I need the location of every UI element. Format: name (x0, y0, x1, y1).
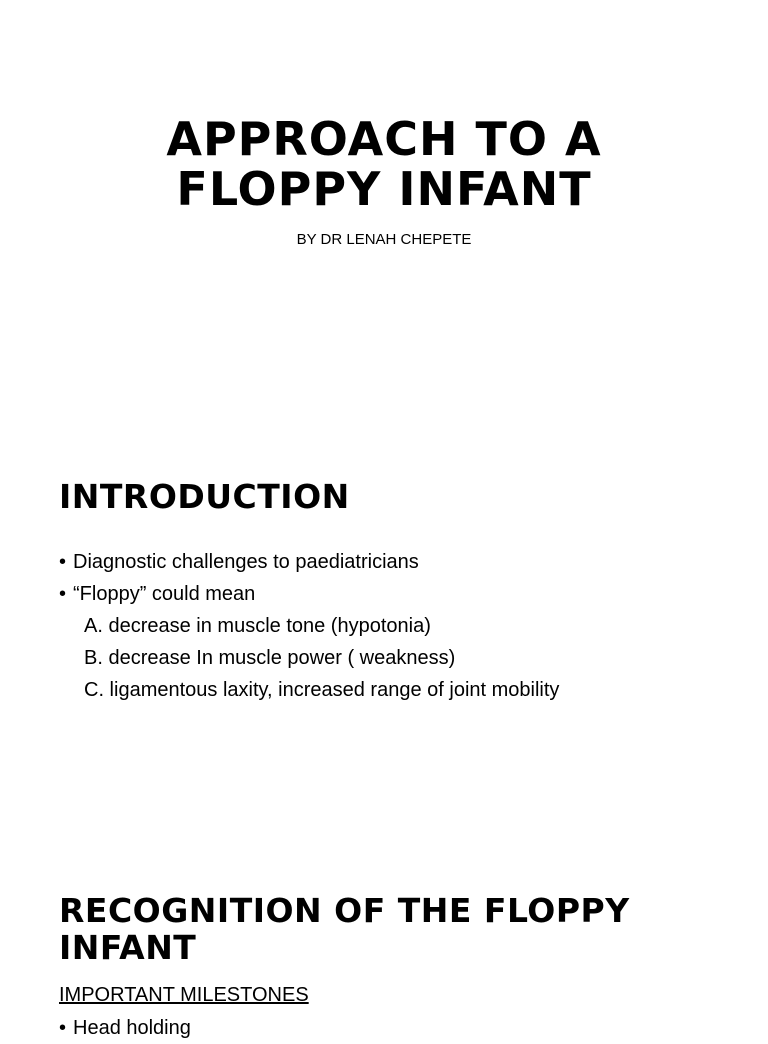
introduction-heading: INTRODUCTION (59, 477, 350, 516)
presentation-title (0, 114, 768, 214)
sub-list-item: C. ligamentous laxity, increased range of joint mobility (84, 679, 560, 701)
introduction-slide (0, 432, 768, 864)
bullet-text: Diagnostic challenges to paediatricians (73, 551, 419, 573)
sub-list-item: A. decrease in muscle tone (hypotonia) (84, 615, 431, 637)
author-subtitle: BY DR LENAH CHEPETE (296, 231, 472, 248)
milestones-bullet-list (59, 1012, 191, 1044)
recognition-heading (59, 892, 630, 966)
introduction-bullet-list (59, 546, 559, 706)
bullet-item (59, 578, 559, 610)
recognition-heading-line-1: RECOGNITION OF THE FLOPPY (59, 891, 630, 930)
recognition-slide (0, 864, 768, 1039)
bullet-icon: • (59, 583, 67, 605)
bullet-item (59, 546, 559, 578)
bullet-item (59, 1012, 191, 1044)
title-line-2: FLOPPY INFANT (176, 162, 592, 216)
bullet-text: “Floppy” could mean (73, 583, 256, 605)
bullet-icon: • (59, 551, 67, 573)
title-line-1: APPROACH TO A (166, 112, 602, 166)
sub-list-item: B. decrease In muscle power ( weakness) (84, 647, 456, 669)
bullet-icon: • (59, 1017, 67, 1039)
bullet-text: Head holding (73, 1017, 191, 1039)
milestones-label: IMPORTANT MILESTONES (59, 984, 309, 1006)
title-slide (0, 0, 768, 432)
recognition-heading-line-2: INFANT (59, 928, 197, 967)
